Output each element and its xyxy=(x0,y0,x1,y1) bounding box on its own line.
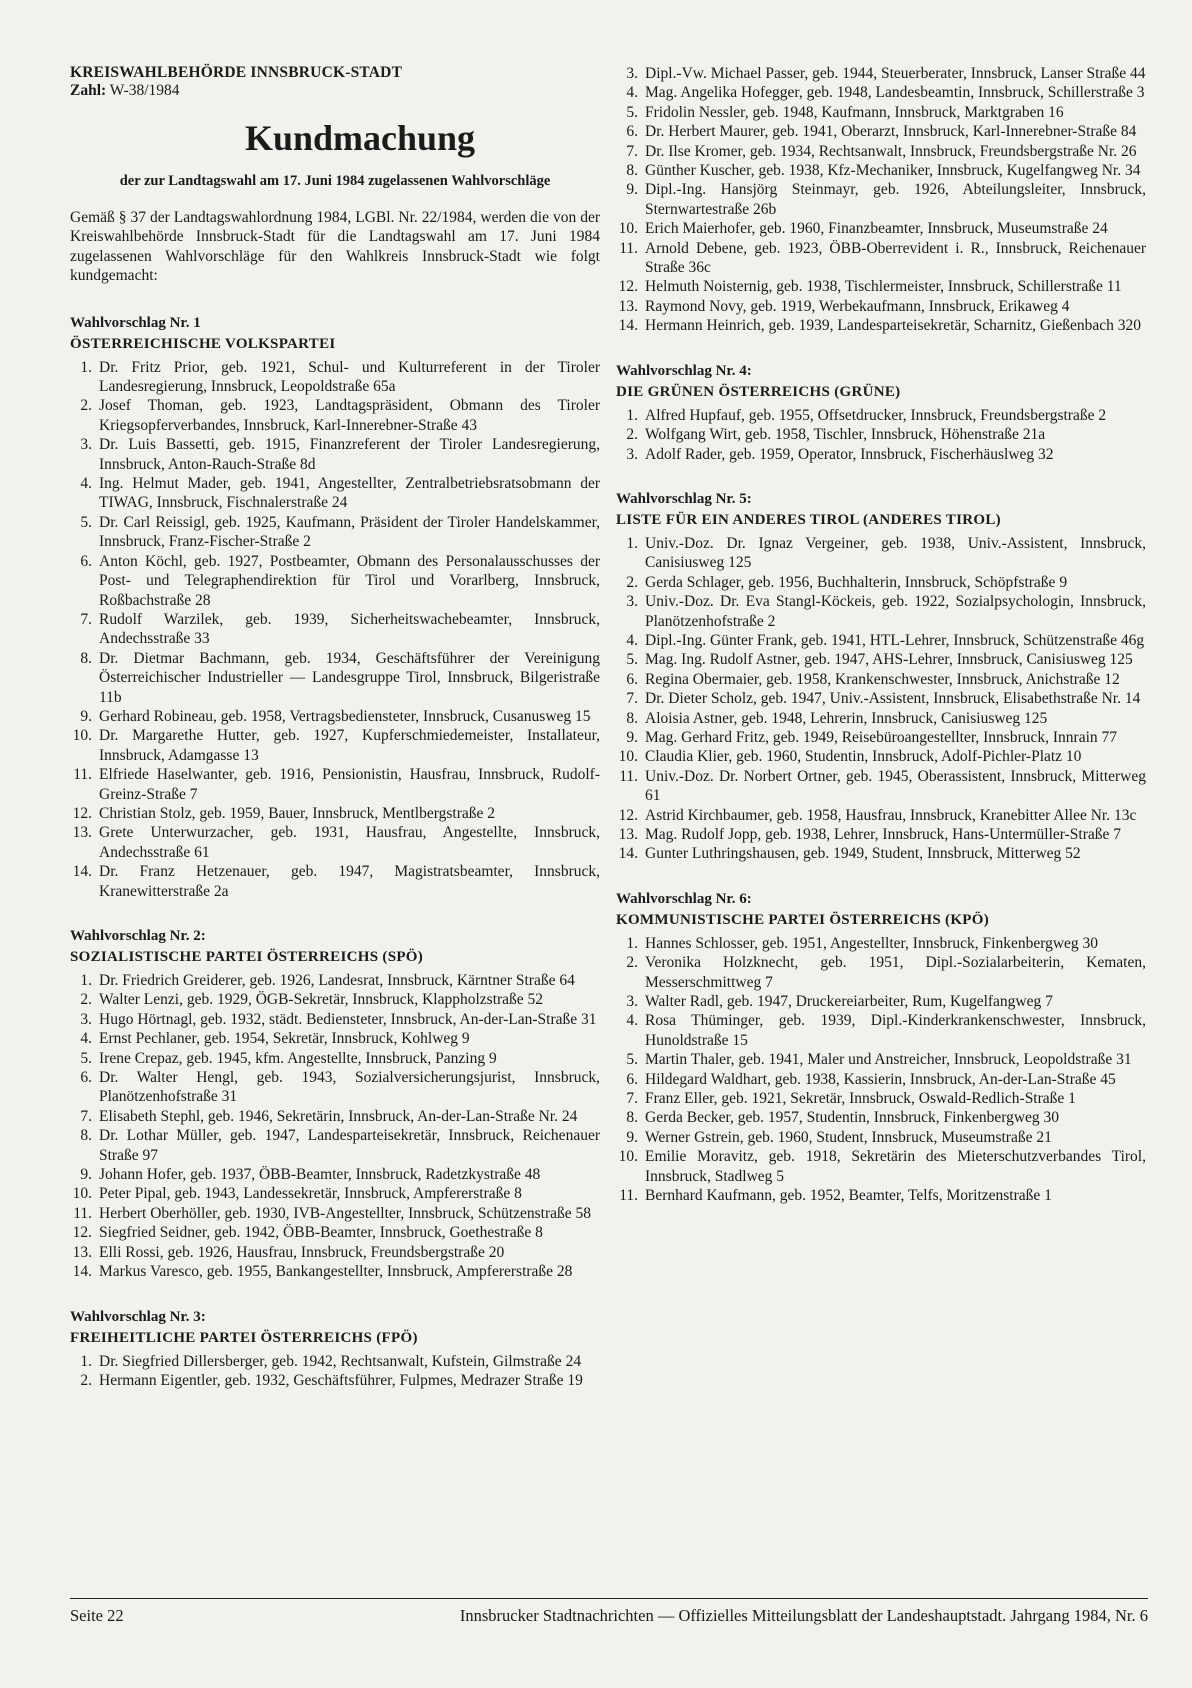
candidate-item: 9. Gerhard Robineau, geb. 1958, Vertragsbediensteter, Innsbruck, Cusanusweg 15 xyxy=(80,707,591,725)
reference-value: W-38/1984 xyxy=(109,82,180,99)
candidate-item: 5. Martin Thaler, geb. 1941, Maler und Anstreicher, Innsbruck, Leopoldstraße 31 xyxy=(626,1051,1132,1069)
proposal-label: Wahlvorschlag Nr. 2: xyxy=(70,928,206,944)
candidate-item: 11. Arnold Debene, geb. 1923, ÖBB-Oberrevident i. R., Innsbruck, Reichenauer Straße 36c xyxy=(619,239,1146,277)
candidate-item: 9. Johann Hofer, geb. 1937, ÖBB-Beamter, Innsbruck, Radetzkystraße 48 xyxy=(80,1166,541,1184)
candidate-item: 7. Dr. Ilse Kromer, geb. 1934, Rechtsanwalt, Innsbruck, Freundsbergstraße Nr. 26 xyxy=(626,142,1137,160)
candidate-item: 7. Elisabeth Stephl, geb. 1946, Sekretärin, Innsbruck, An-der-Lan-Straße Nr. 24 xyxy=(80,1107,578,1125)
candidate-item: 3. Walter Radl, geb. 1947, Druckereiarbeiter, Rum, Kugelfangweg 7 xyxy=(626,993,1053,1011)
candidate-item: 14. Dr. Franz Hetzenauer, geb. 1947, Magistratsbeamter, Innsbruck, Kranewitterstraße 2a xyxy=(72,863,600,900)
candidate-item: 5. Mag. Ing. Rudolf Astner, geb. 1947, AHS-Lehrer, Innsbruck, Canisiusweg 125 xyxy=(626,651,1133,669)
party-name: SOZIALISTISCHE PARTEI ÖSTERREICHS (SPÖ) xyxy=(70,949,424,965)
candidate-item: 12. Astrid Kirchbaumer, geb. 1958, Hausfrau, Innsbruck, Kranebitter Allee Nr. 13c xyxy=(618,806,1137,824)
candidate-item: 7. Rudolf Warzilek, geb. 1939, Sicherheitswachebeamter, Innsbruck, Andechsstraße 33 xyxy=(80,610,600,648)
candidate-item: 3. Dipl.-Vw. Michael Passer, geb. 1944, Steuerberater, Innsbruck, Lanser Straße 44 xyxy=(626,65,1146,82)
proposal-label: Wahlvorschlag Nr. 5: xyxy=(616,490,752,507)
candidate-item: 5. Dr. Carl Reissigl, geb. 1925, Kaufmann, Präsident der Tiroler Handelskammer, Innsbruck, Franz-Fischer-Straße 2 xyxy=(80,513,600,551)
candidate-item: 10. Dr. Margarethe Hutter, geb. 1927, Kupferschmiedemeister, Installateur, Innsbruck, Adamgasse 13 xyxy=(72,727,600,764)
candidate-item: 8. Aloisia Astner, geb. 1948, Lehrerin, Innsbruck, Canisiusweg 125 xyxy=(626,709,1048,727)
candidate-item: 14. Gunter Luthringshausen, geb. 1949, Student, Innsbruck, Mitterweg 52 xyxy=(618,845,1081,863)
candidate-item: 11. Bernhard Kaufmann, geb. 1952, Beamter, Telfs, Moritzenstraße 1 xyxy=(619,1187,1052,1205)
candidate-item: 1. Univ.-Doz. Dr. Ignaz Vergeiner, geb. 1938, Univ.-Assistent, Innsbruck, Canisiusweg 125 xyxy=(626,534,1146,572)
candidate-item: 10. Peter Pipal, geb. 1943, Landessekretär, Innsbruck, Ampfererstraße 8 xyxy=(72,1185,522,1203)
candidate-item: 6. Dr. Walter Hengl, geb. 1943, Sozialversicherungsjurist, Innsbruck, Planötzenhofstraße 31 xyxy=(80,1069,600,1106)
candidate-item: 4. Mag. Angelika Hofegger, geb. 1948, Landesbeamtin, Innsbruck, Schillerstraße 3 xyxy=(626,84,1145,102)
candidate-item: 8. Dr. Lothar Müller, geb. 1947, Landesparteisekretär, Innsbruck, Reichenauer Straße 97 xyxy=(80,1127,600,1164)
page-subtitle: der zur Landtagswahl am 17. Juni 1984 zugelassenen Wahlvorschläge xyxy=(119,173,551,189)
footer-divider xyxy=(70,1598,1148,1599)
candidate-item: 12. Christian Stolz, geb. 1959, Bauer, Innsbruck, Mentlbergstraße 2 xyxy=(72,804,495,822)
candidate-item: 2. Hermann Eigentler, geb. 1932, Geschäftsführer, Fulpmes, Medrazer Straße 19 xyxy=(80,1371,583,1389)
candidate-item: 11. Elfriede Haselwanter, geb. 1916, Pensionistin, Hausfrau, Innsbruck, Rudolf-Greinz-Straße 7 xyxy=(73,766,600,803)
candidate-item: 2. Wolfgang Wirt, geb. 1958, Tischler, Innsbruck, Höhenstraße 21a xyxy=(626,426,1046,444)
candidate-item: 13. Raymond Novy, geb. 1919, Werbekaufmann, Innsbruck, Erikaweg 4 xyxy=(618,297,1070,315)
page-title: Kundmachung xyxy=(244,118,476,158)
candidate-item: 3. Hugo Hörtnagl, geb. 1932, städt. Bediensteter, Innsbruck, An-der-Lan-Straße 31 xyxy=(80,1010,597,1028)
page-footer xyxy=(70,1606,1148,1626)
party-name: ÖSTERREICHISCHE VOLKSPARTEI xyxy=(70,335,336,352)
candidate-item: 2. Walter Lenzi, geb. 1929, ÖGB-Sekretär, Innsbruck, Klappholzstraße 52 xyxy=(80,991,544,1009)
candidate-item: 2. Veronika Holzknecht, geb. 1951, Dipl.-Sozialarbeiterin, Kematen, Messerschmittweg 7 xyxy=(626,954,1146,991)
intro-paragraph: Gemäß § 37 der Landtagswahlordnung 1984, LGBl. Nr. 22/1984, werden die von der Kreiswahlbehörde Innsbruck-Stadt für die Landtagswahl am 17. Juni 1984 zugelassenen Wahlvorschläge für den Wahlkreis Innsbruck-Stadt wie folgt kundgemacht: xyxy=(70,209,600,285)
candidate-item: 13. Elli Rossi, geb. 1926, Hausfrau, Innsbruck, Freundsbergstraße 20 xyxy=(72,1243,505,1261)
candidate-item: 14. Hermann Heinrich, geb. 1939, Landesparteisekretär, Scharnitz, Gießenbach 320 xyxy=(618,317,1142,335)
candidate-item: 5. Fridolin Nessler, geb. 1948, Kaufmann, Innsbruck, Marktgraben 16 xyxy=(626,103,1064,121)
candidate-item: 3. Adolf Rader, geb. 1959, Operator, Innsbruck, Fischerhäuslweg 32 xyxy=(626,445,1054,463)
issuing-authority: KREISWAHLBEHÖRDE INNSBRUCK-STADT xyxy=(70,64,403,81)
candidate-list xyxy=(70,358,600,901)
candidate-list xyxy=(70,1352,600,1391)
candidate-list xyxy=(616,406,1146,464)
reference-label: Zahl: xyxy=(70,82,107,99)
candidate-item: 8. Dr. Dietmar Bachmann, geb. 1934, Geschäftsführer der Vereinigung Österreichischer Industrieller — Landesgruppe Tirol, Innsbruck, Bilgeristraße 11b xyxy=(80,649,600,706)
candidate-list xyxy=(616,534,1146,864)
candidate-item: 5. Irene Crepaz, geb. 1945, kfm. Angestellte, Innsbruck, Panzing 9 xyxy=(80,1049,497,1067)
candidate-item: 9. Dipl.-Ing. Hansjörg Steinmayr, geb. 1926, Abteilungsleiter, Innsbruck, Sternwartestraße 26b xyxy=(626,181,1146,218)
candidate-item: 1. Dr. Siegfried Dillersberger, geb. 1942, Rechtsanwalt, Kufstein, Gilmstraße 24 xyxy=(80,1352,582,1370)
candidate-list-continued xyxy=(616,64,1146,336)
proposal-section-4 xyxy=(616,362,1146,464)
candidate-item: 6. Anton Köchl, geb. 1927, Postbeamter, Obmann des Personalausschusses der Post- und Telegraphendirektion für Tirol und Vorarlberg, Innsbruck, Roßbachstraße 28 xyxy=(80,552,600,609)
candidate-list xyxy=(616,934,1146,1206)
candidate-item: 8. Günther Kuscher, geb. 1938, Kfz-Mechaniker, Innsbruck, Kugelfangweg Nr. 34 xyxy=(626,162,1141,180)
candidate-list xyxy=(70,971,600,1282)
candidate-item: 10. Emilie Moravitz, geb. 1918, Sekretärin des Mieterschutzverbandes Tirol, Innsbruck, Stadlweg 5 xyxy=(618,1148,1146,1185)
party-name: DIE GRÜNEN ÖSTERREICHS (GRÜNE) xyxy=(616,383,901,400)
candidate-item: 4. Dipl.-Ing. Günter Frank, geb. 1941, HTL-Lehrer, Innsbruck, Schützenstraße 46g xyxy=(626,631,1145,649)
candidate-item: 6. Dr. Herbert Maurer, geb. 1941, Oberarzt, Innsbruck, Karl-Innerebner-Straße 84 xyxy=(626,123,1137,141)
candidate-item: 11. Univ.-Doz. Dr. Norbert Ortner, geb. 1945, Oberassistent, Innsbruck, Mitterweg 61 xyxy=(619,767,1146,805)
candidate-item: 9. Mag. Gerhard Fritz, geb. 1949, Reisebüroangestellter, Innsbruck, Innrain 77 xyxy=(626,728,1118,746)
candidate-item: 7. Franz Eller, geb. 1921, Sekretär, Innsbruck, Oswald-Redlich-Straße 1 xyxy=(626,1090,1076,1108)
proposal-label: Wahlvorschlag Nr. 6: xyxy=(616,890,752,907)
candidate-item: 9. Werner Gstrein, geb. 1960, Student, Innsbruck, Museumstraße 21 xyxy=(626,1128,1052,1146)
party-name: FREIHEITLICHE PARTEI ÖSTERREICHS (FPÖ) xyxy=(70,1329,418,1346)
candidate-item: 10. Erich Maierhofer, geb. 1960, Finanzbeamter, Innsbruck, Museumstraße 24 xyxy=(618,220,1108,238)
candidate-item: 1. Dr. Fritz Prior, geb. 1921, Schul- und Kulturreferent in der Tiroler Landesregierung, Innsbruck, Leopoldstraße 65a xyxy=(80,358,600,396)
candidate-item: 1. Alfred Hupfauf, geb. 1955, Offsetdrucker, Innsbruck, Freundsbergstraße 2 xyxy=(626,406,1107,424)
proposal-section-3 xyxy=(70,1308,600,1391)
candidate-item: 12. Helmuth Noisternig, geb. 1938, Tischlermeister, Innsbruck, Schillerstraße 11 xyxy=(618,278,1122,296)
right-column xyxy=(616,64,1146,1232)
left-column xyxy=(70,64,600,1416)
proposal-label: Wahlvorschlag Nr. 3: xyxy=(70,1308,206,1325)
proposal-section-6 xyxy=(616,890,1146,1206)
party-name: LISTE FÜR EIN ANDERES TIROL (ANDERES TIROL) xyxy=(616,511,1001,528)
candidate-item: 1. Dr. Friedrich Greiderer, geb. 1926, Landesrat, Innsbruck, Kärntner Straße 64 xyxy=(80,972,575,989)
publication-line: Innsbrucker Stadtnachrichten — Offizielles Mitteilungsblatt der Landeshauptstadt. Jahrgang 1984, Nr. 6 xyxy=(459,1606,1148,1625)
candidate-item: 3. Dr. Luis Bassetti, geb. 1915, Finanzreferent der Tiroler Landesregierung, Innsbruck, Anton-Rauch-Straße 8d xyxy=(80,436,600,473)
candidate-item: 4. Rosa Thüminger, geb. 1939, Dipl.-Kinderkrankenschwester, Innsbruck, Hunoldstraße 15 xyxy=(626,1012,1146,1049)
candidate-item: 6. Regina Obermaier, geb. 1958, Krankenschwester, Innsbruck, Anichstraße 12 xyxy=(626,670,1120,688)
candidate-item: 2. Gerda Schlager, geb. 1956, Buchhalterin, Innsbruck, Schöpfstraße 9 xyxy=(626,573,1068,591)
proposal-label: Wahlvorschlag Nr. 1 xyxy=(70,314,201,331)
candidate-item: 3. Univ.-Doz. Dr. Eva Stangl-Köckeis, geb. 1922, Sozialpsychologin, Innsbruck, Planötzenhofstraße 2 xyxy=(626,593,1146,630)
proposal-label: Wahlvorschlag Nr. 4: xyxy=(616,362,752,379)
candidate-item: 7. Dr. Dieter Scholz, geb. 1947, Univ.-Assistent, Innsbruck, Elisabethstraße Nr. 14 xyxy=(626,690,1141,708)
proposal-section-5 xyxy=(616,490,1146,864)
candidate-item: 13. Mag. Rudolf Jopp, geb. 1938, Lehrer, Innsbruck, Hans-Untermüller-Straße 7 xyxy=(618,826,1122,843)
candidate-item: 11. Herbert Oberhöller, geb. 1930, IVB-Angestellter, Innsbruck, Schützenstraße 58 xyxy=(73,1204,592,1222)
candidate-item: 14. Markus Varesco, geb. 1955, Bankangestellter, Innsbruck, Ampfererstraße 28 xyxy=(72,1263,573,1281)
page-number: Seite 22 xyxy=(70,1606,124,1625)
candidate-item: 4. Ernst Pechlaner, geb. 1954, Sekretär, Innsbruck, Kohlweg 9 xyxy=(80,1030,470,1048)
candidate-item: 1. Hannes Schlosser, geb. 1951, Angestellter, Innsbruck, Finkenbergweg 30 xyxy=(626,934,1099,952)
party-name: KOMMUNISTISCHE PARTEI ÖSTERREICHS (KPÖ) xyxy=(616,911,990,928)
reference-number xyxy=(70,82,600,100)
candidate-item: 2. Josef Thoman, geb. 1923, Landtagspräsident, Obmann des Tiroler Kriegsopferverbandes, Innsbruck, Karl-Innerebner-Straße 43 xyxy=(80,397,600,434)
candidate-item: 6. Hildegard Waldhart, geb. 1938, Kassierin, Innsbruck, An-der-Lan-Straße 45 xyxy=(626,1070,1116,1088)
candidate-item: 8. Gerda Becker, geb. 1957, Studentin, Innsbruck, Finkenbergweg 30 xyxy=(626,1109,1060,1127)
candidate-item: 12. Siegfried Seidner, geb. 1942, ÖBB-Beamter, Innsbruck, Goethestraße 8 xyxy=(72,1224,543,1242)
proposal-section-2 xyxy=(70,927,600,1282)
candidate-item: 10. Claudia Klier, geb. 1960, Studentin, Innsbruck, Adolf-Pichler-Platz 10 xyxy=(618,748,1082,766)
proposal-section-1 xyxy=(70,314,600,901)
candidate-item: 4. Ing. Helmut Mader, geb. 1941, Angestellter, Zentralbetriebsratsobmann der TIWAG, Innsbruck, Fischnalerstraße 24 xyxy=(80,475,600,512)
candidate-item: 13. Grete Unterwurzacher, geb. 1931, Hausfrau, Angestellte, Innsbruck, Andechsstraße 61 xyxy=(72,824,600,861)
